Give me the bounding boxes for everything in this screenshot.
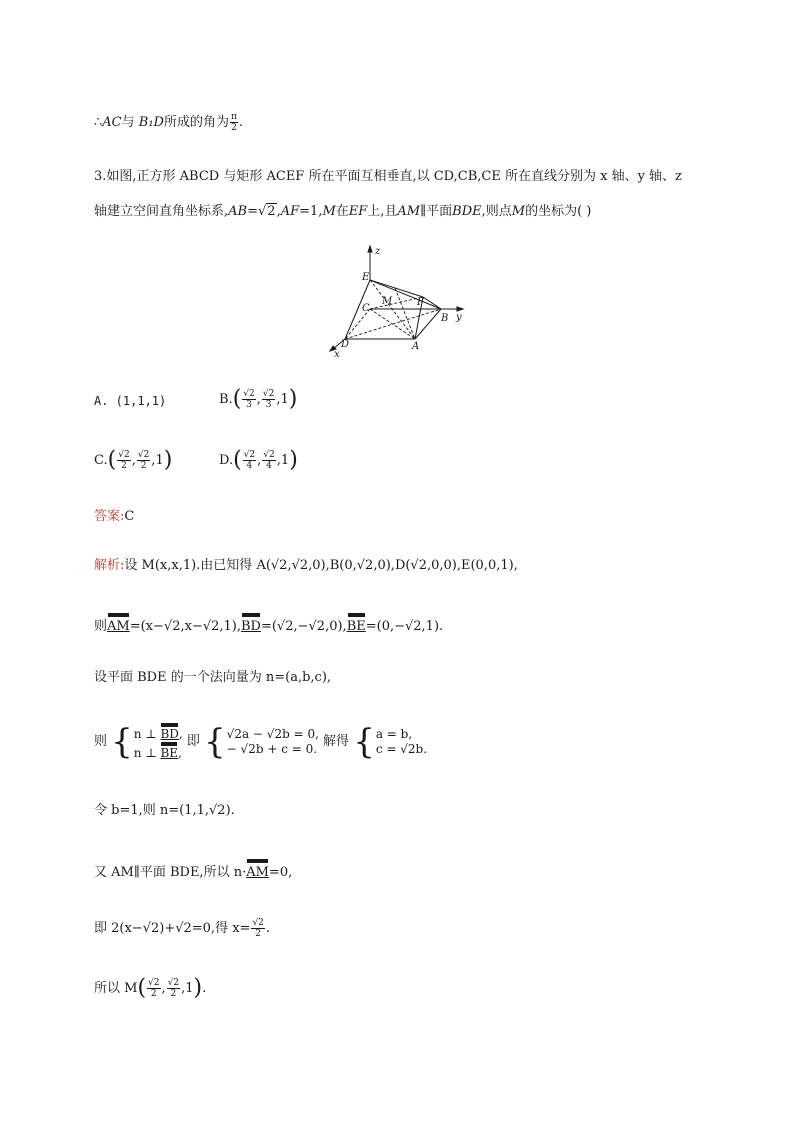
answer-line: 答案:C bbox=[94, 509, 135, 524]
label-b: B bbox=[441, 313, 449, 324]
label-z: z bbox=[375, 246, 381, 257]
label-e: E bbox=[362, 272, 370, 283]
edge-ef bbox=[370, 280, 423, 297]
option-b: B.( $\frac{√2}{3}$ , $\frac{√2}{3}$ ,1) bbox=[219, 386, 298, 412]
edge-db bbox=[345, 309, 441, 339]
edge-cf bbox=[370, 297, 423, 309]
edge-ca bbox=[370, 309, 415, 339]
solution-line-4: 则 { n ⊥ BD, n ⊥ BE, 即 { √2a − √2b = 0, − √2b + c = 0. 解得 { a = b, c = √2b. bbox=[94, 721, 428, 762]
intro-line: ∴AC与 B₁D所成的角为 $\frac{\pi}{2}$ . bbox=[94, 112, 244, 133]
label-m: M bbox=[382, 296, 393, 307]
pi-over-2: $\frac{\pi}{2}$ bbox=[230, 112, 237, 133]
option-d: D.( $\frac{√2}{4}$ , $\frac{√2}{4}$ ,1) bbox=[219, 447, 298, 473]
edge-ma bbox=[395, 288, 415, 339]
label-c: C bbox=[362, 303, 370, 314]
label-x: x bbox=[334, 349, 340, 358]
solution-line-3: 设平面 BDE 的一个法向量为 n=(a,b,c), bbox=[94, 670, 332, 685]
option-a: A. (1,1,1) bbox=[94, 394, 167, 408]
label-a: A bbox=[412, 341, 420, 352]
solution-line-7: 即 2(x−√2)+√2=0,得 x= $\frac{√2}{2}$ . bbox=[94, 918, 271, 939]
solution-line-1: 解析:设 M(x,x,1).由已知得 A(√2,√2,0),B(0,√2,0),D(√2,0,0),E(0,0,1), bbox=[94, 558, 518, 573]
z-arrow bbox=[368, 246, 372, 252]
solution-line-6: 又 AM∥平面 BDE,所以 n·AM=0, bbox=[94, 859, 292, 883]
solution-line-5: 令 b=1,则 n=(1,1,√2). bbox=[94, 803, 235, 818]
label-y: y bbox=[456, 312, 462, 323]
problem-line-2: 轴建立空间直角坐标系,AB=√2,AF=1,M在EF上,且AM∥平面BDE,则点M的坐标为( ) bbox=[94, 204, 592, 219]
solution-line-8: 所以 M( $\frac{√2}{2}$ , $\frac{√2}{2}$ ,1). bbox=[94, 975, 207, 1001]
problem-line-1: 3.如图,正方形 ABCD 与矩形 ACEF 所在平面互相垂直,以 CD,CB,CE 所在直线分别为 x 轴、y 轴、z bbox=[94, 169, 682, 184]
label-f: F bbox=[417, 297, 424, 308]
y-arrow bbox=[457, 307, 463, 311]
label-d: D bbox=[341, 339, 350, 350]
geometry-figure bbox=[325, 243, 475, 358]
option-c: C.( $\frac{√2}{2}$ , $\frac{√2}{2}$ ,1) bbox=[94, 447, 173, 473]
solution-line-2: 则AM=(x−√2,x−√2,1),BD=(√2,−√2,0),BE=(0,−√2,1). bbox=[94, 613, 443, 637]
